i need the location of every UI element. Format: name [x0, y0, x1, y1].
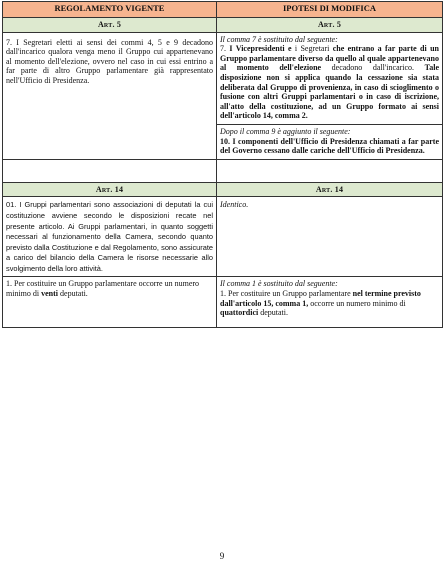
proposed-text: Identico.	[220, 200, 249, 210]
comma-row	[3, 277, 443, 328]
article-heading-right	[217, 182, 443, 197]
proposed-text-cell	[217, 124, 443, 159]
article-label: Art. 14	[95, 184, 124, 194]
comparison-table	[2, 1, 443, 328]
article-label: Art. 5	[317, 20, 342, 29]
proposed-text: 7. I Vicepresidenti e i Segretari che entrano a far parte di un Gruppo parlamentare diverso da quello al quale appartenevano al momento dell'elezione decadono dall'incarico. Tale disposizione non si applica quando la cessazione sia stata deliberata dal Gruppo di provenienza, in caso di scioglimento o fusione con altri Gruppi parlamentari o in caso di iscrizione, all'atto della costituzione, ad un Gruppo formato ai sensi dell'articolo 14, comma 2.	[220, 44, 439, 121]
spacer-row	[3, 159, 443, 182]
proposed-text-cell	[217, 197, 443, 277]
article-heading-left	[3, 182, 217, 197]
article-heading-right	[217, 18, 443, 33]
article-heading-left	[3, 18, 217, 33]
proposed-text: 10. I componenti dell'Ufficio di Presidenza chiamati a far parte del Governo cessano dalle cariche dell'Ufficio di Presidenza.	[220, 136, 439, 156]
comma-row	[3, 32, 443, 124]
amendment-note: Il comma 7 è sostituito dal seguente:	[220, 34, 338, 44]
header-right: IPOTESI DI MODIFICA	[217, 2, 443, 18]
article-row	[3, 18, 443, 33]
proposed-text: 1. Per costituire un Gruppo parlamentare nel termine previsto dall'articolo 15, comma 1, occorre un numero minimo di quattordici deputati.	[220, 289, 421, 318]
current-text-cell	[3, 277, 217, 328]
proposed-text-cell	[217, 277, 443, 328]
amendment-note: Il comma 1 è sostituito dal seguente:	[220, 279, 338, 289]
current-text: 1. Per costituire un Gruppo parlamentare occorre un numero minimo di venti deputati.	[6, 279, 200, 299]
amendment-note: Dopo il comma 9 è aggiunto il seguente:	[220, 126, 351, 136]
proposed-text-cell	[217, 32, 443, 124]
comma-row	[3, 197, 443, 277]
header-row	[3, 2, 443, 18]
header-left: REGOLAMENTO VIGENTE	[3, 2, 217, 18]
article-row	[3, 182, 443, 197]
current-text: 01. I Gruppi parlamentari sono associazioni di deputati la cui costituzione avviene secondo le disposizioni recate nel presente articolo. Ai Gruppi parlamentari, in quanto soggetti necessari al funzionamento della Camera, secondo quanto previsto dalla Costituzione e dal Regolamento, sono assicurate a carico del bilancio della Camera le risorse necessarie allo svolgimento della loro attività.	[6, 200, 213, 273]
current-text-cell	[3, 32, 217, 159]
article-label: Art. 5	[97, 20, 122, 29]
current-text: 7. I Segretari eletti ai sensi dei commi 4, 5 e 9 decadono dall'incarico qualora venga meno il Gruppo cui appartenevano al momento dell'elezione, ovvero nel caso in cui essi entrino a far parte di altro Gruppo parlamentare già rappresentato nell'Ufficio di Presidenza.	[6, 37, 213, 85]
page-number: 9	[219, 551, 225, 561]
current-text-cell	[3, 197, 217, 277]
article-label: Art. 14	[315, 184, 344, 194]
